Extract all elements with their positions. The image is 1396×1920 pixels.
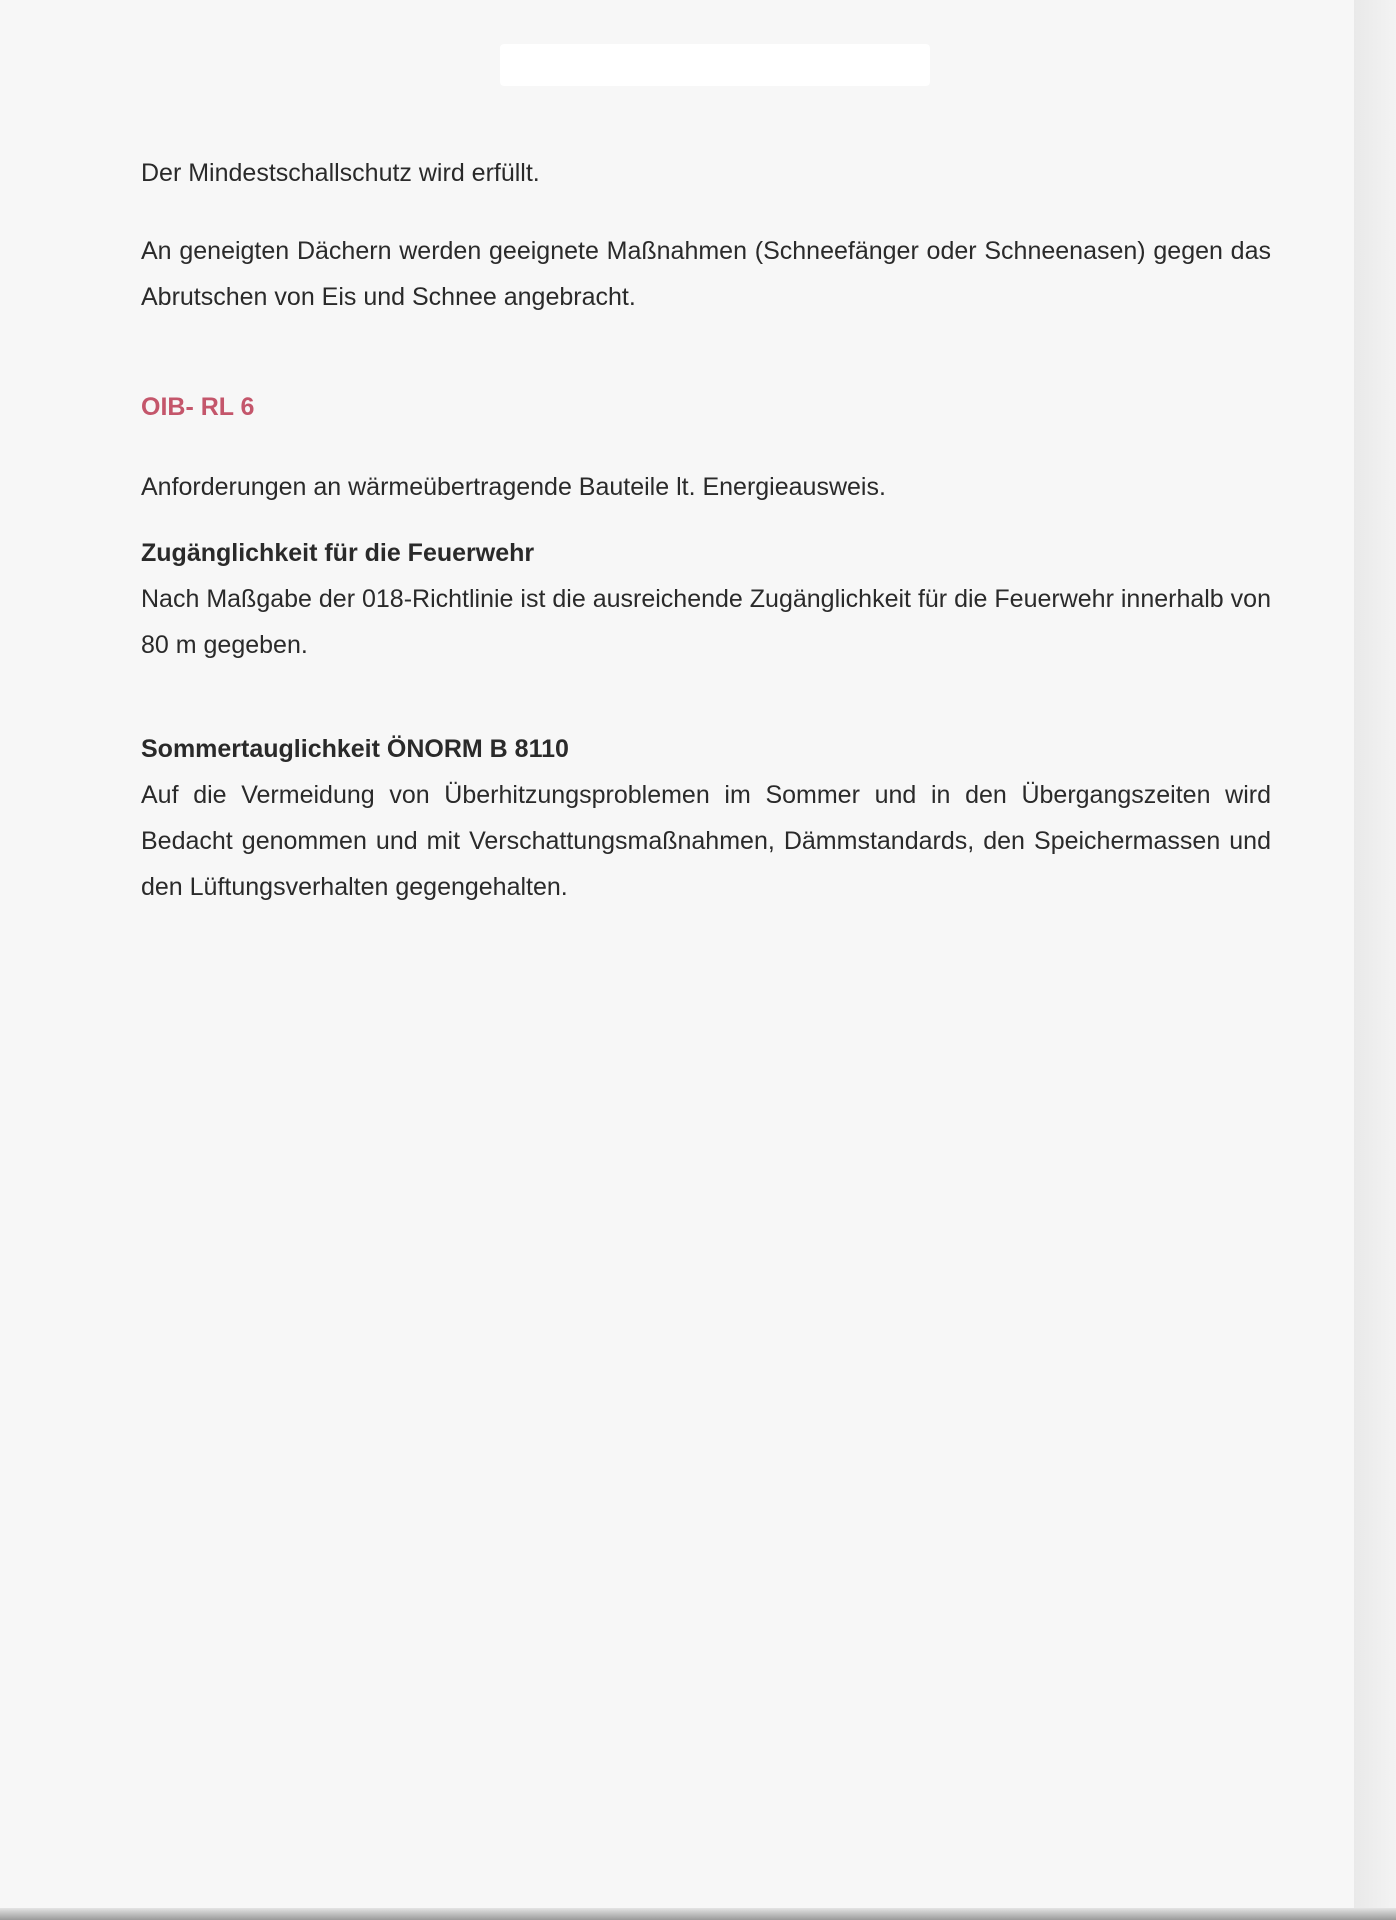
page-bottom-edge: [0, 1908, 1396, 1920]
paragraph-sommertauglichkeit: Auf die Vermeidung von Überhitzungsproblemen im Sommer und in den Übergangszeiten wird Bedacht genommen und mit Verschattungsmaßnahmen, Dämmstandards, den Speichermassen und den Lüftungsverhalten gegengehalten.: [141, 781, 1271, 901]
page-right-edge: [1354, 0, 1396, 1920]
heading-feuerwehr: Zugänglichkeit für die Feuerwehr: [141, 539, 535, 567]
paragraph-dach-schnee: An geneigten Dächern werden geeignete Maßnahmen (Schneefänger oder Schneenasen) gegen das Abrutschen von Eis und Schnee angebracht.: [141, 237, 1271, 311]
paragraph-energieausweis: Anforderungen an wärmeübertragende Bauteile lt. Energieausweis.: [141, 473, 886, 501]
paragraph-schallschutz: Der Mindestschallschutz wird erfüllt.: [141, 159, 540, 187]
heading-sommertauglichkeit: Sommertauglichkeit ÖNORM B 8110: [141, 735, 569, 763]
scan-white-patch: [500, 44, 930, 86]
document-body: [141, 150, 1271, 910]
paragraph-feuerwehr: Nach Maßgabe der 018-Richtlinie ist die ausreichende Zugänglichkeit für die Feuerwehr innerhalb von 80 m gegeben.: [141, 585, 1271, 659]
heading-oib-rl6: OIB- RL 6: [141, 393, 255, 421]
